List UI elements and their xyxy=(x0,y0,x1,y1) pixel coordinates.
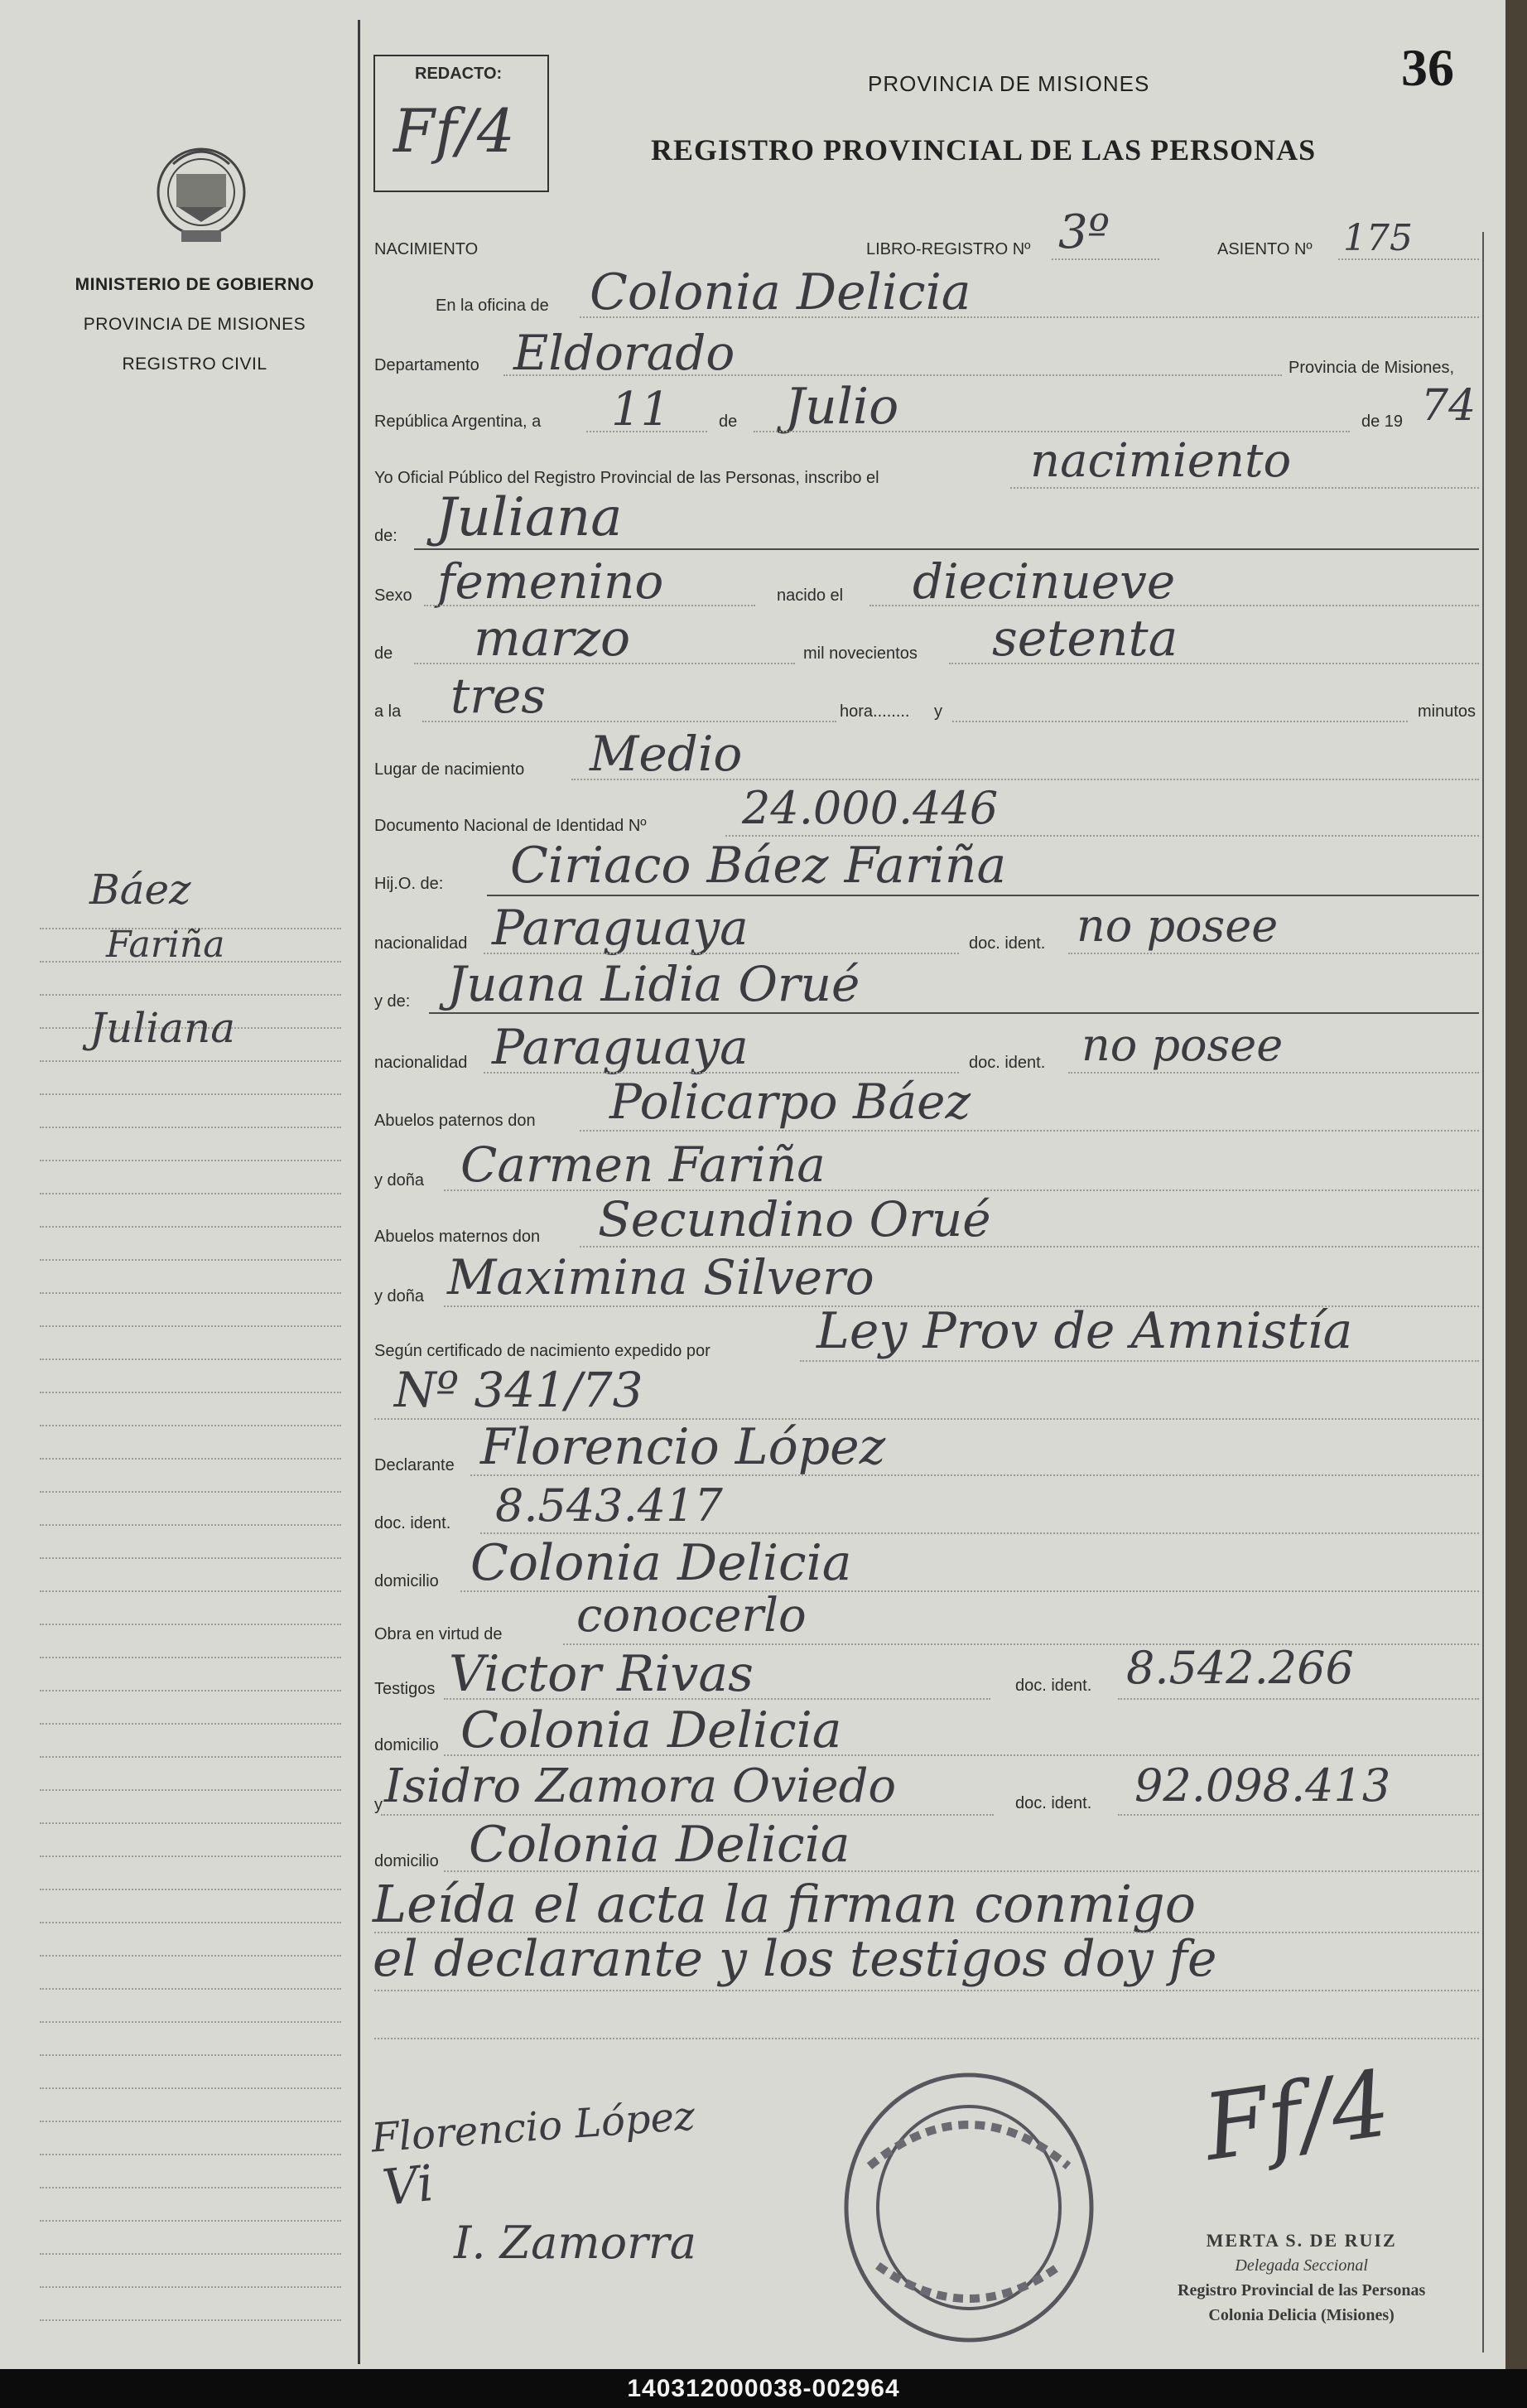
closing-line-1: Leída el acta la firman conmigo xyxy=(373,1874,1197,1934)
departamento-label: Departamento xyxy=(374,356,479,374)
delegado-title: Delegada Seccional xyxy=(1235,2256,1368,2275)
abuela-mat-value: Maximina Silvero xyxy=(447,1249,874,1305)
y-small-label: y xyxy=(374,1796,383,1814)
hora-value: tres xyxy=(450,668,547,724)
provincia-suffix: Provincia de Misiones, xyxy=(1289,359,1455,377)
madre-value: Juana Lidia Orué xyxy=(447,956,860,1012)
year-value: 74 xyxy=(1421,381,1476,431)
testigo1-dom-label: domicilio xyxy=(374,1736,439,1754)
y-dona-mat-label: y doña xyxy=(374,1287,425,1305)
abuelos-pat-label: Abuelos paternos don xyxy=(374,1112,536,1130)
asiento-label: ASIENTO Nº xyxy=(1217,240,1313,258)
day-value: 11 xyxy=(611,383,671,437)
page-number: 36 xyxy=(1401,38,1454,97)
margin-note-name: Juliana xyxy=(89,1004,236,1052)
de-colon-label: de: xyxy=(374,527,397,545)
delegado-name: MERTA S. DE RUIZ xyxy=(1206,2230,1397,2251)
nac-padre-value: Paraguaya xyxy=(492,900,749,956)
lugar-value: Medio xyxy=(590,726,743,782)
obra-label: Obra en virtud de xyxy=(374,1625,503,1643)
de-label: de xyxy=(719,413,738,431)
doc-padre-value: no posee xyxy=(1077,900,1279,952)
certificado-label: Según certificado de nacimiento expedido por xyxy=(374,1342,711,1360)
margin-note-surname: Báez xyxy=(89,866,191,914)
hijo-label: Hij.O. de: xyxy=(374,875,444,893)
nac-padre-label: nacionalidad xyxy=(374,934,468,953)
testigo2-value: Isidro Zamora Oviedo xyxy=(384,1759,897,1813)
redacto-signature: Ff/4 xyxy=(393,96,515,166)
testigo2-dom: Colonia Delicia xyxy=(469,1816,850,1874)
nac-madre-value: Paraguaya xyxy=(492,1019,749,1075)
dni-label: Documento Nacional de Identidad Nº xyxy=(374,817,647,835)
delegado-office: Registro Provincial de las Personas xyxy=(1178,2281,1426,2299)
libro-value: 3º xyxy=(1058,205,1110,259)
dni-value: 24.000.446 xyxy=(742,782,999,834)
padre-value: Ciriaco Báez Fariña xyxy=(510,837,1007,895)
ministry-title: MINISTERIO DE GOBIERNO xyxy=(75,275,315,294)
header-registry: REGISTRO PROVINCIAL DE LAS PERSONAS xyxy=(651,133,1317,166)
redacto-box xyxy=(373,55,549,192)
nacido-value: diecinueve xyxy=(913,553,1176,610)
abuelo-pat-value: Policarpo Báez xyxy=(609,1074,971,1130)
doc-padre-label: doc. ident. xyxy=(969,934,1046,953)
certificado-num: Nº 341/73 xyxy=(394,1362,643,1418)
republica-label: República Argentina, a xyxy=(374,413,542,431)
header-province: PROVINCIA DE MISIONES xyxy=(868,71,1150,96)
closing-line-2: el declarante y los testigos doy fe xyxy=(373,1930,1217,1988)
oficial-label: Yo Oficial Público del Registro Provincial de las Personas, inscribo el xyxy=(374,469,879,487)
margin-province: PROVINCIA DE MISIONES xyxy=(83,315,306,334)
libro-label: LIBRO-REGISTRO Nº xyxy=(866,240,1031,258)
testigo1-doc-label: doc. ident. xyxy=(1015,1677,1092,1695)
decl-dom-label: domicilio xyxy=(374,1572,439,1590)
nacimiento-label: NACIMIENTO xyxy=(374,240,479,258)
decl-dom-value: Colonia Delicia xyxy=(470,1534,852,1592)
testigo2-dom-label: domicilio xyxy=(374,1852,439,1870)
nac-madre-label: nacionalidad xyxy=(374,1054,468,1072)
asiento-value: 175 xyxy=(1343,217,1413,259)
hora-label: hora........ xyxy=(840,702,910,721)
year-prefix: de 19 xyxy=(1361,413,1404,431)
departamento-value: Eldorado xyxy=(513,325,735,381)
right-border xyxy=(1482,232,1484,2353)
sexo-label: Sexo xyxy=(374,586,412,605)
column-divider xyxy=(358,20,360,2364)
signature-testigo1: Vi xyxy=(379,2154,436,2218)
signature-testigo2: I. Zamorra xyxy=(454,2217,696,2269)
testigo2-doc: 92.098.413 xyxy=(1134,1759,1391,1812)
mes-nac-value: marzo xyxy=(474,610,631,668)
testigo1-dom: Colonia Delicia xyxy=(460,1701,842,1759)
testigo2-doc-label: doc. ident. xyxy=(1015,1794,1092,1812)
a-la-label: a la xyxy=(374,702,402,721)
footer-code-bar xyxy=(0,2369,1527,2408)
nacido-label: nacido el xyxy=(777,586,844,605)
abuelos-mat-label: Abuelos maternos don xyxy=(374,1228,541,1246)
redacto-label: REDACTO: xyxy=(415,65,503,83)
sexo-value: femenino xyxy=(437,553,664,610)
nombre-value: Juliana xyxy=(436,487,623,548)
testigo1-value: Victor Rivas xyxy=(449,1645,754,1703)
oficina-label: En la oficina de xyxy=(436,297,549,315)
minutos-label: minutos xyxy=(1418,702,1476,721)
footer-code: 140312000038-002964 xyxy=(627,2374,900,2402)
month-value: Julio xyxy=(785,378,899,436)
doc-madre-label: doc. ident. xyxy=(969,1054,1046,1072)
abuela-pat-value: Carmen Fariña xyxy=(460,1136,826,1193)
delegado-stamp xyxy=(1178,2228,1425,2328)
testigo1-doc: 8.542.266 xyxy=(1126,1642,1354,1694)
declarante-label: Declarante xyxy=(374,1456,455,1474)
lugar-label: Lugar de nacimiento xyxy=(374,760,525,779)
abuelo-mat-value: Secundino Orué xyxy=(598,1191,991,1247)
y-dona-pat-label: y doña xyxy=(374,1171,425,1190)
testigos-label: Testigos xyxy=(374,1680,436,1698)
de2-label: de xyxy=(374,644,393,663)
delegado-place: Colonia Delicia (Misiones) xyxy=(1208,2306,1395,2324)
decl-doc-label: doc. ident. xyxy=(374,1514,451,1532)
provincial-emblem-icon xyxy=(145,131,258,253)
y-de-label: y de: xyxy=(374,992,411,1011)
signature-declarante: Florencio López xyxy=(369,2092,696,2162)
doc-madre-value: no posee xyxy=(1081,1019,1284,1071)
declarante-value: Florencio López xyxy=(480,1418,886,1476)
decl-doc-value: 8.543.417 xyxy=(495,1479,723,1532)
oficial-value: nacimiento xyxy=(1030,434,1292,488)
signature-official: Ff/4 xyxy=(1197,2050,1396,2181)
anio-nac-value: setenta xyxy=(992,610,1178,668)
registry-seal-stamp xyxy=(836,2067,1101,2348)
y-label: y xyxy=(934,702,942,721)
scan-edge xyxy=(1505,0,1527,2369)
mil-label: mil novecientos xyxy=(803,644,918,663)
oficina-value: Colonia Delicia xyxy=(590,263,971,321)
margin-note-surname2: Fariña xyxy=(106,924,225,966)
obra-value: conocerlo xyxy=(576,1589,807,1643)
certificado-value: Ley Prov de Amnistía xyxy=(816,1302,1353,1360)
margin-civil-registry: REGISTRO CIVIL xyxy=(122,355,267,374)
